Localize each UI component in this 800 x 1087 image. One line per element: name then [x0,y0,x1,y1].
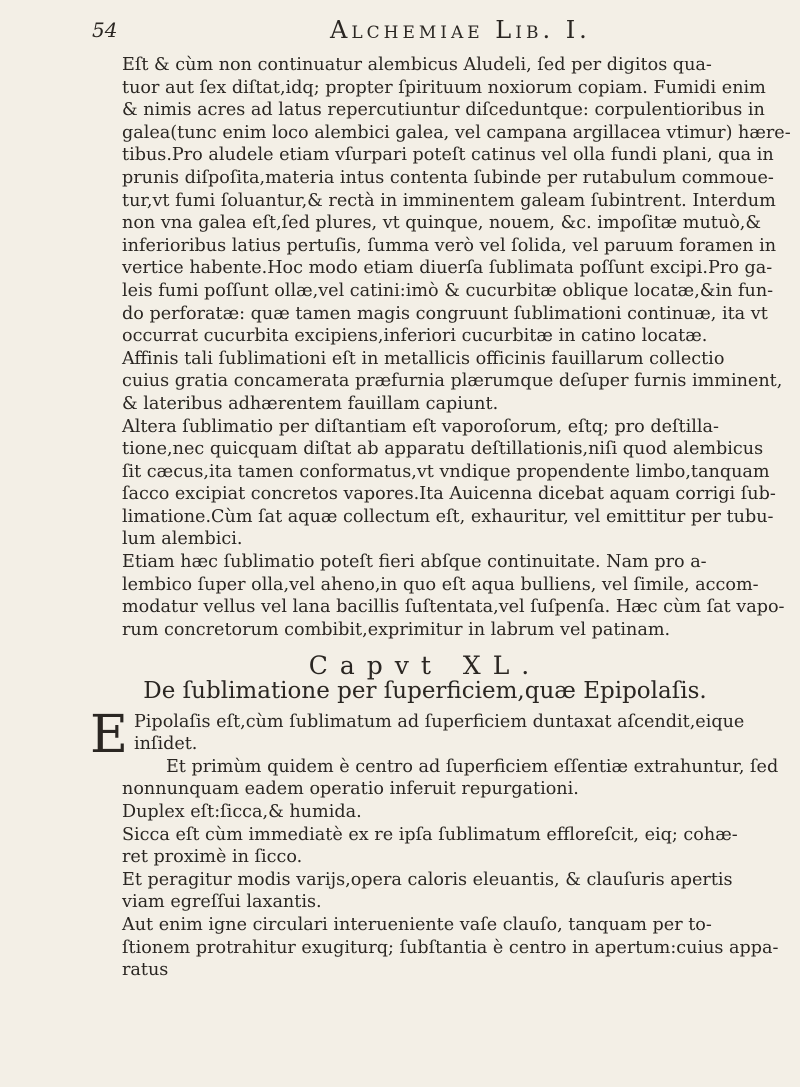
paragraph [90,416,776,552]
text-line: Et primùm quidem è centro ad ſuperficiem eſſentiæ extrahuntur, ſed [165,756,779,777]
text-line: & lateribus adhærentem fauillam capiunt. [122,393,499,414]
text-line: Affinis tali ſublimationi eſt in metallicis officinis fauillarum collectio [122,348,725,369]
text-line: occurrat cucurbita excipiens,inferiori cucurbitæ in catino locatæ. [122,326,708,347]
text-line: Duplex eſt:ſicca,& humida. [122,802,362,822]
text-line: ret proximè in ſicco. [122,847,303,868]
text-line: cuius gratia concamerata præfurnia plærumque deſuper furnis imminent, [122,371,783,392]
chapter-title: De ſublimatione per ſuperficiem,quæ Epipolaſis. [143,678,707,705]
text-line: ratus [122,960,169,981]
text-line: Eſt & cùm non continuatur alembicus Aludeli, ſed per digitos qua- [122,55,712,75]
paragraph [90,801,760,824]
text-line: Sicca eſt cùm immediatè ex re ipſa ſublimatum effloreſcit, eiq; cohæ- [122,824,738,845]
paragraphs-before-chapter [90,54,791,641]
paragraph [90,54,791,348]
text-line: ſit cæcus,ita tamen conformatus,vt vndique propendente limbo,tanquam [122,461,770,482]
text-line: lum alembici. [122,529,243,550]
paragraph [90,551,785,641]
text-line: ſtionem protrahitur exugiturq; ſubſtantia è centro in apertum:cuius appa- [122,937,779,958]
text-line: inferioribus latius pertuſis, ſumma verò vel ſolida, vel paruum foramen in [122,235,777,256]
page-header [90,14,760,54]
text-line: tibus.Pro aludele etiam vſurpari poteſt catinus vel olla fundi plani, qua in [122,145,774,166]
text-line: galea(tunc enim loco alembici galea, vel campana argillacea vtimur) hære- [122,122,791,143]
text-line: Et peragitur modis varijs,opera caloris eleuantis, & clauſuris apertis [122,869,733,890]
text-line: tur,vt fumi ſoluantur,& rectà in imminentem galeam ſubintrent. Interdum [122,190,776,211]
body-text [90,54,791,982]
text-line: modatur vellus vel lana bacillis ſuſtentata,vel ſuſpenſa. Hæc cùm ſat vapo- [122,597,785,618]
text-line: inſidet. [133,734,198,755]
paragraph [90,348,783,416]
text-line: Altera ſublimatio per diſtantiam eſt vaporoſorum, eſtq; pro deſtilla- [122,416,719,437]
drop-cap: E [90,704,128,765]
text-line: prunis diſpoſita,materia intus contenta ſubinde per rutabulum commoue- [122,167,774,188]
text-line: ſacco excipiat concretos vapores.Ita Auicenna dicebat aquam corrigi ſub- [122,484,776,505]
text-line: do perforatæ: quæ tamen magis congruunt ſublimationi continuæ, ita vt [122,303,768,324]
chapter-heading: Capvt XL. [308,651,542,681]
text-line: rum concretorum combibit,exprimitur in labrum vel patinam. [122,619,671,640]
paragraph [90,914,779,982]
text-line: Etiam hæc ſublimatio poteſt fieri abſque continuitate. Nam pro a- [122,552,707,573]
text-line: lembico ſuper olla,vel aheno,in quo eſt aqua bulliens, vel ſimile, accom- [122,574,759,595]
paragraph [90,869,760,914]
page-number: 54 [92,18,118,42]
text-line: Pipolaſis eſt,cùm ſublimatum ad ſuperficiem duntaxat aſcendit,eique [133,711,745,732]
paragraph [90,824,760,869]
text-line: tuor aut ſex diſtat,idq; propter ſpirituum noxiorum copiam. Fumidi enim [122,77,766,98]
paragraph [90,704,760,765]
text-line: leis fumi poſſunt ollæ,vel catini:imò & cucurbitæ oblique locatæ,&in fun- [122,280,774,301]
running-head: Alchemiae Lib. I. [330,16,591,44]
paragraph [90,756,779,801]
text-line: vertice habente.Hoc modo etiam diuerſa ſublimata poſſunt excipi.Pro ga- [122,258,773,279]
text-line: nonnunquam eadem operatio inferuit repurgationi. [122,779,579,800]
chapter-paragraphs [90,704,779,982]
text-line: viam egreſſui laxantis. [122,892,322,913]
text-line: Aut enim igne circulari interueniente vaſe clauſo, tanquam per to- [122,914,712,935]
text-line: tione,nec quicquam diſtat ab apparatu deſtillationis,niſi quod alembicus [122,439,764,460]
text-line: & nimis acres ad latus repercutiuntur diſceduntque: corpulentioribus in [122,100,765,121]
text-line: limatione.Cùm ſat aquæ collectum eſt, exhauritur, vel emittitur per tubu- [122,506,774,527]
text-line: non vna galea eſt,ſed plures, vt quinque, nouem, &c. impoſitæ mutuò,& [122,213,762,234]
